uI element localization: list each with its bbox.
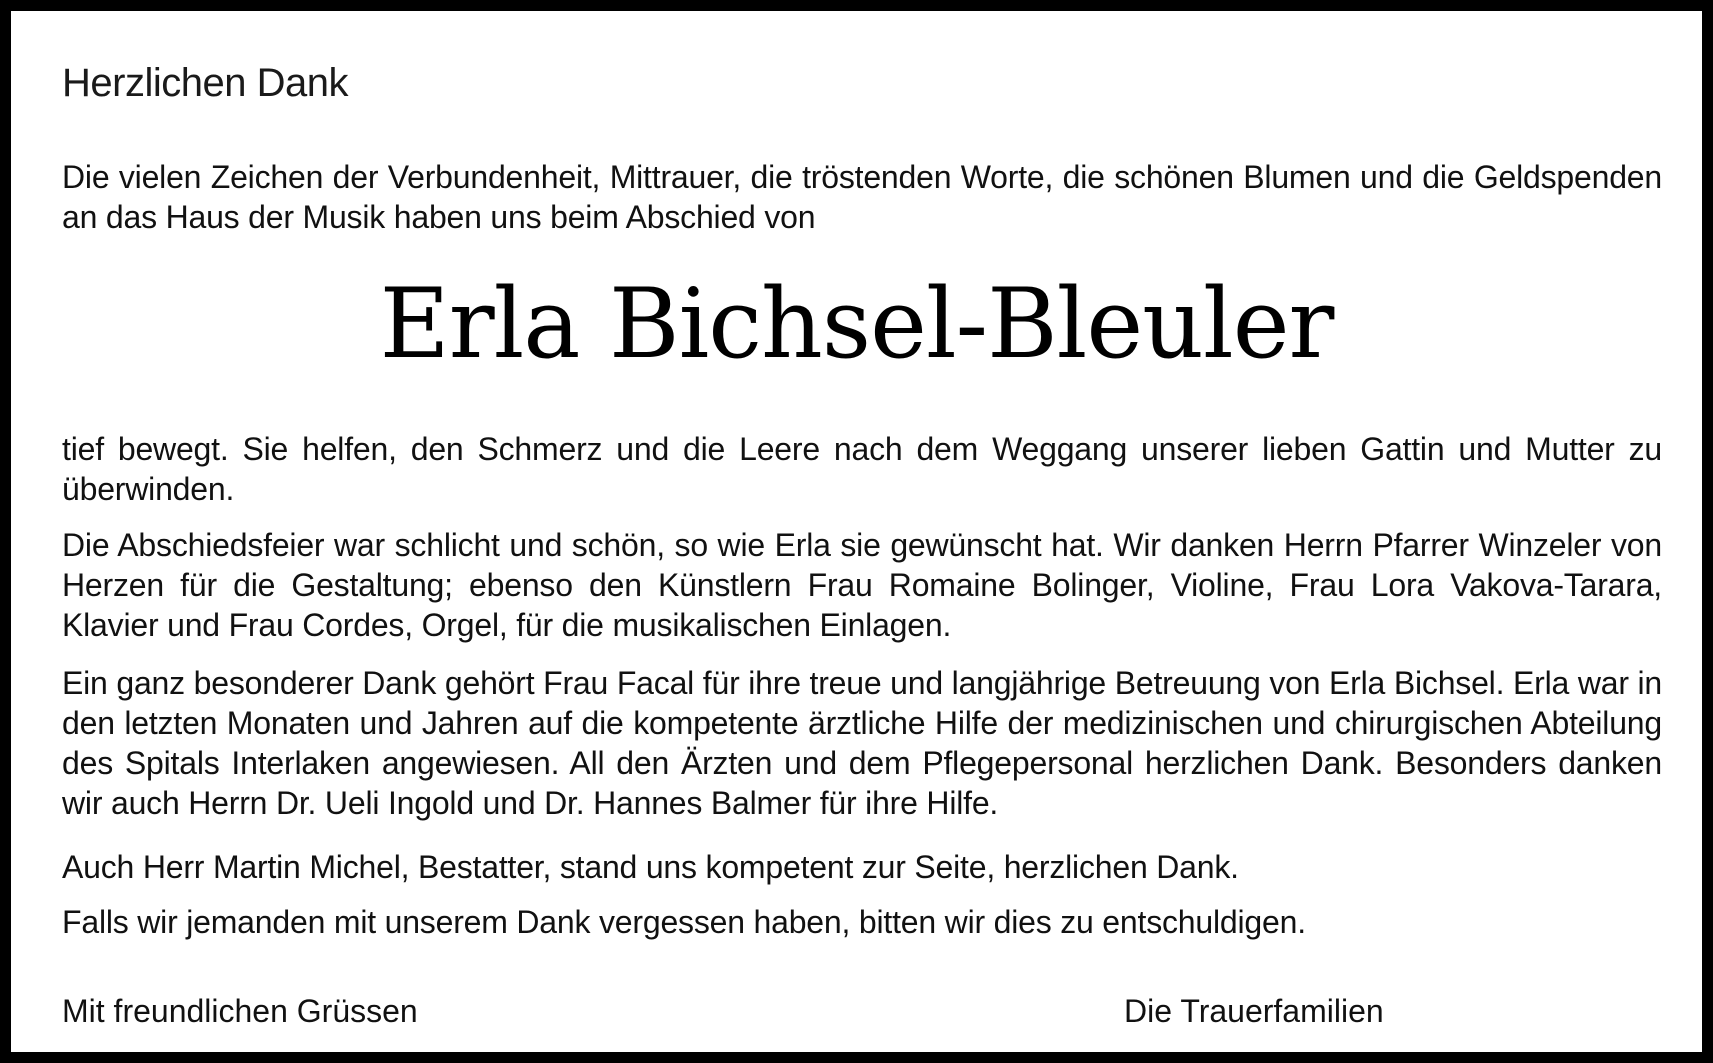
closing-signature: Die Trauerfamilien [1124,993,1384,1029]
deceased-name: Erla Bichsel-Bleuler [379,268,1334,380]
paragraph-ceremony: Die Abschiedsfeier war schlicht und schön, so wie Erla sie gewünscht hat. Wir danken Herrn Pfarrer Winzeler von Herzen für die Gestaltung; ebenso den Künstlern Frau Romaine Bolinger, Violine, Frau Lora Vakova-Tarara, Klavier und Frau Cordes, Orgel, für die musikalischen Einlagen. [62,527,1662,643]
paragraph-undertaker: Auch Herr Martin Michel, Bestatter, stand uns kompetent zur Seite, herzlichen Dank. [62,849,1239,885]
closing-greeting: Mit freundlichen Grüssen [62,993,418,1029]
notice-heading: Herzlichen Dank [62,61,348,105]
paragraph-care: Ein ganz besonderer Dank gehört Frau Facal für ihre treue und langjährige Betreuung von Erla Bichsel. Erla war in den letzten Monaten und Jahren auf die kompetente ärztliche Hilfe der medizinischen und chirurgischen Abteilung des Spitals Interlaken angewiesen. All den Ärzten und dem Pflegepersonal herzlichen Dank. Besonders danken wir auch Herrn Dr. Ueli Ingold und Dr. Hannes Balmer für ihre Hilfe. [62,665,1662,821]
intro-paragraph: Die vielen Zeichen der Verbundenheit, Mittrauer, die tröstenden Worte, die schönen Blumen und die Geldspenden an das Haus der Musik haben uns beim Abschied von [62,159,1662,235]
paragraph-moved: tief bewegt. Sie helfen, den Schmerz und die Leere nach dem Weggang unserer lieben Gattin und Mutter zu überwinden. [62,431,1662,507]
paragraph-apology: Falls wir jemanden mit unserem Dank vergessen haben, bitten wir dies zu entschuldigen. [62,904,1306,940]
